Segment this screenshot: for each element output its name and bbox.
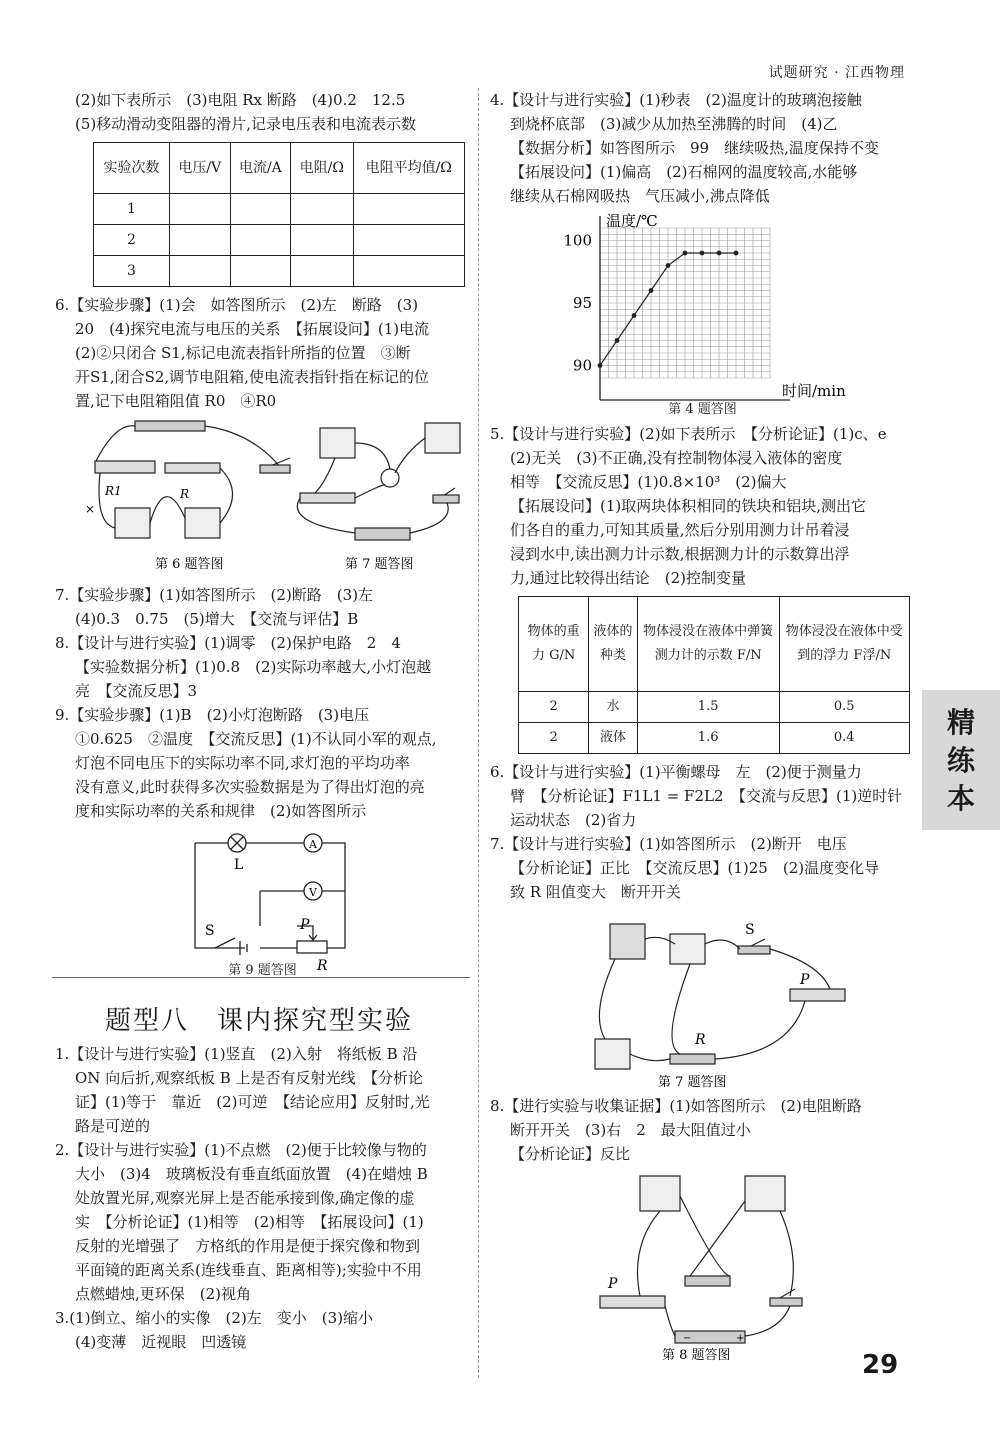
table-row (94, 256, 465, 287)
y-tick-label: 100 (563, 231, 592, 250)
table-row (94, 194, 465, 225)
label-L: L (234, 857, 244, 873)
figure-8 (490, 1166, 915, 1361)
table-cell (230, 225, 291, 256)
x-tick-label (680, 404, 690, 406)
x-axis-label: 时间/min (782, 382, 846, 400)
text-line: 证】(1)等于 靠近 (2)可逆 【结论应用】反射时,光 (75, 1093, 430, 1111)
text-line: 6.【实验步骤】(1)会 如答图所示 (2)左 断路 (3) (55, 296, 419, 314)
table-header-cell: 液体的种类 (589, 597, 637, 692)
data-point (734, 251, 739, 256)
text-line: 臂 【分析论证】F1L1 = F2L2 【交流与反思】(1)逆时针 (510, 787, 903, 805)
text-line: 开S1,闭合S2,调节电阻箱,使电流表指针指在标记的位 (75, 368, 429, 386)
text-line: 路是可逆的 (75, 1117, 151, 1135)
table-cell: 0.4 (779, 723, 909, 754)
text-line: 7.【实验步骤】(1)如答图所示 (2)断路 (3)左 (55, 586, 374, 604)
table-cell: 1.5 (637, 692, 779, 723)
label-R: R (695, 1032, 706, 1048)
text-line: 致 R 阻值变大 断开开关 (510, 883, 681, 901)
y-tick-label: 90 (572, 356, 592, 375)
y-axis-label: 温度/℃ (606, 212, 658, 230)
left-column (55, 88, 470, 983)
data-point (632, 313, 637, 318)
text-line: 【实验数据分析】(1)0.8 (2)实际功率越大,小灯泡越 (75, 658, 432, 676)
circuit-figure-8 (490, 1166, 915, 1361)
table-header-cell: 实验次数 (94, 143, 170, 194)
text-line: (2)如下表所示 (3)电阻 Rx 断路 (4)0.2 12.5 (75, 91, 406, 109)
text-line: 【拓展设问】(1)偏高 (2)石棉网的温度较高,水能够 (510, 163, 858, 181)
text-line: 灯泡不同电压下的实际功率不同,求灯泡的平均功率 (75, 754, 410, 772)
table-cell (230, 194, 291, 225)
fig6-caption: 第 6 题答图 (155, 557, 224, 572)
label-A: A (309, 838, 317, 851)
column-divider (478, 88, 479, 1378)
text-line: 9.【实验步骤】(1)B (2)小灯泡断路 (3)电压 (55, 706, 370, 724)
side-tab-char: 精 (946, 706, 975, 739)
label-S: S (205, 923, 215, 939)
table-cell: 2 (519, 723, 589, 754)
text-line: 亮 【交流反思】3 (75, 682, 198, 700)
text-line: 6.【设计与进行实验】(1)平衡螺母 左 (2)便于测量力 (490, 763, 862, 781)
fig7a-caption: 第 7 题答图 (345, 557, 414, 572)
text-line: 1.【设计与进行实验】(1)竖直 (2)入射 将纸板 B 沿 (55, 1045, 418, 1063)
side-tab-char: 本 (946, 782, 975, 815)
table-header-cell: 电阻/Ω (291, 143, 353, 194)
text-line: 4.【设计与进行实验】(1)秒表 (2)温度计的玻璃泡接触 (490, 91, 862, 109)
table-cell (291, 194, 353, 225)
label-S: S (745, 922, 755, 938)
text-line: 置,记下电阻箱阻值 R0 ④R0 (75, 392, 277, 410)
fig7b-caption: 第 7 题答图 (658, 1075, 727, 1090)
data-point (598, 363, 603, 368)
text-line: 浸到水中,读出测力计示数,根据测力计的示数算出浮 (510, 545, 850, 563)
text-line: 3.(1)倒立、缩小的实像 (2)左 变小 (3)缩小 (55, 1309, 374, 1327)
table-cell: 1 (94, 194, 170, 225)
label-P: P (800, 972, 810, 988)
text-line: 相等 【交流反思】(1)0.8×10³ (2)偏大 (510, 473, 787, 491)
figure-4 (490, 208, 915, 406)
table-cell (353, 256, 464, 287)
section-divider (52, 977, 470, 978)
table-cell (230, 256, 291, 287)
text-line: 8.【进行实验与收集证据】(1)如答图所示 (2)电阻断路 (490, 1097, 862, 1115)
text-line: 2.【设计与进行实验】(1)不点燃 (2)便于比较像与物的 (55, 1141, 427, 1159)
text-line: 们各自的重力,可知其质量,然后分别用测力计吊着浸 (510, 521, 850, 539)
text-line: (2)无关 (3)不正确,没有控制物体浸入液体的密度 (510, 449, 843, 467)
text-line: (2)②只闭合 S1,标记电流表指针所指的位置 ③断 (75, 344, 411, 362)
text-line: ①0.625 ②温度 【交流反思】(1)不认同小军的观点, (75, 730, 437, 748)
text-line: 力,通过比较得出结论 (2)控制变量 (510, 569, 747, 587)
fig9-caption: 第 9 题答图 (228, 963, 297, 978)
text-line: 处放置光屏,观察光屏上是否能承接到像,确定像的虚 (75, 1189, 415, 1207)
table-header-cell: 物体浸没在液体中弹簧测力计的示数 F/N (637, 597, 779, 692)
table-cell (169, 225, 230, 256)
figures-6-7 (55, 413, 470, 583)
page-number: 29 (862, 1350, 899, 1380)
table-header-cell: 电压/V (169, 143, 230, 194)
text-line: (5)移动滑动变阻器的滑片,记录电压表和电流表示数 (75, 115, 417, 133)
text-line: 度和实际功率的关系和规律 (2)如答图所示 (75, 802, 367, 820)
data-point (717, 251, 722, 256)
text-line: 【分析论证】反比 (510, 1145, 631, 1163)
text-line: 继续从石棉网吸热 气压减小,沸点降低 (510, 187, 770, 205)
label-r1: R1 (105, 484, 122, 498)
fig8-caption: 第 8 题答图 (662, 1348, 731, 1361)
label-x: × (85, 502, 96, 516)
minus-sign: − (683, 1333, 692, 1344)
side-tab (922, 690, 1000, 830)
text-line: 8.【设计与进行实验】(1)调零 (2)保护电路 2 4 (55, 634, 401, 652)
table-row (94, 225, 465, 256)
table-header-cell: 电流/A (230, 143, 291, 194)
text-line: 【分析论证】正比 【交流反思】(1)25 (2)温度变化导 (510, 859, 880, 877)
text-line: 实 【分析论证】(1)相等 (2)相等 【拓展设问】(1) (75, 1213, 424, 1231)
text-line: 【数据分析】如答图所示 99 继续吸热,温度保持不变 (510, 139, 879, 157)
y-tick-label: 95 (572, 294, 592, 312)
table-cell: 1.6 (637, 723, 779, 754)
data-point (666, 263, 671, 268)
text-line: 20 (4)探究电流与电压的关系 【拓展设问】(1)电流 (75, 320, 430, 338)
table-cell: 3 (94, 256, 170, 287)
running-header: 试题研究 · 江西物理 (768, 65, 905, 81)
table-cell: 水 (589, 692, 637, 723)
buoyancy-table (518, 596, 910, 754)
text-line: 反射的光增强了 方格纸的作用是便于探究像和物到 (75, 1237, 421, 1255)
circuit-diagram-9 (55, 823, 470, 973)
experiment-table (93, 142, 465, 287)
data-point (700, 251, 705, 256)
fig4-caption: 第 4 题答图 (668, 402, 737, 417)
figure-9 (55, 823, 470, 973)
text-line: (4)变薄 近视眼 凹透镜 (75, 1333, 247, 1351)
table-cell (291, 225, 353, 256)
text-line: 【拓展设问】(1)取两块体积相同的铁块和铝块,测出它 (510, 497, 867, 515)
table-cell (353, 225, 464, 256)
right-column (490, 88, 915, 1361)
table-row (519, 723, 910, 754)
text-line: 5.【设计与进行实验】(2)如下表所示 【分析论证】(1)c、e (490, 425, 887, 443)
table-cell (291, 256, 353, 287)
table-cell (169, 194, 230, 225)
text-line: 运动状态 (2)省力 (510, 811, 637, 829)
label-r: R (180, 487, 190, 501)
data-point (683, 251, 688, 256)
figure-7b (490, 904, 915, 1094)
x-tick-label (595, 404, 605, 406)
table-cell: 2 (519, 692, 589, 723)
label-P: P (608, 1276, 618, 1292)
section-8-answers (55, 1042, 470, 1354)
temperature-chart (490, 208, 915, 406)
table-header-cell: 物体的重力 G/N (519, 597, 589, 692)
table-cell (353, 194, 464, 225)
section-title: 题型八 课内探究型实验 (105, 1006, 414, 1036)
text-line: 到烧杯底部 (3)减少从加热至沸腾的时间 (4)乙 (510, 115, 838, 133)
circuit-figure-7 (490, 904, 915, 1094)
x-tick-label (760, 404, 779, 406)
data-point (615, 338, 620, 343)
table-cell: 0.5 (779, 692, 909, 723)
label-R: R (317, 958, 328, 973)
circuit-figures-6-7 (55, 413, 470, 583)
text-line: 没有意义,此时获得多次实验数据是为了得出灯泡的亮 (75, 778, 425, 796)
text-line: 断开开关 (3)右 2 最大阻值过小 (510, 1121, 751, 1139)
data-point (649, 288, 654, 293)
text-line: (4)0.3 0.75 (5)增大 【交流与评估】B (75, 610, 359, 628)
text-line: 平面镜的距离关系(连线垂直、距离相等);实验中不用 (75, 1261, 422, 1279)
side-tab-char: 练 (946, 744, 975, 777)
plus-sign: + (736, 1333, 745, 1344)
text-line: 大小 (3)4 玻璃板没有垂直纸面放置 (4)在蜡烛 B (75, 1165, 428, 1183)
label-V: V (309, 886, 317, 899)
table-cell (169, 256, 230, 287)
text-line: 点燃蜡烛,更环保 (2)视角 (75, 1285, 252, 1303)
table-header-cell: 电阻平均值/Ω (353, 143, 464, 194)
table-row (519, 692, 910, 723)
text-line: 7.【设计与进行实验】(1)如答图所示 (2)断开 电压 (490, 835, 847, 853)
text-line: ON 向后折,观察纸板 B 上是否有反射光线 【分析论 (75, 1069, 424, 1087)
table-cell: 液体 (589, 723, 637, 754)
table-header-cell: 物体浸没在液体中受到的浮力 F浮/N (779, 597, 909, 692)
table-cell: 2 (94, 225, 170, 256)
label-P: P (300, 917, 310, 933)
